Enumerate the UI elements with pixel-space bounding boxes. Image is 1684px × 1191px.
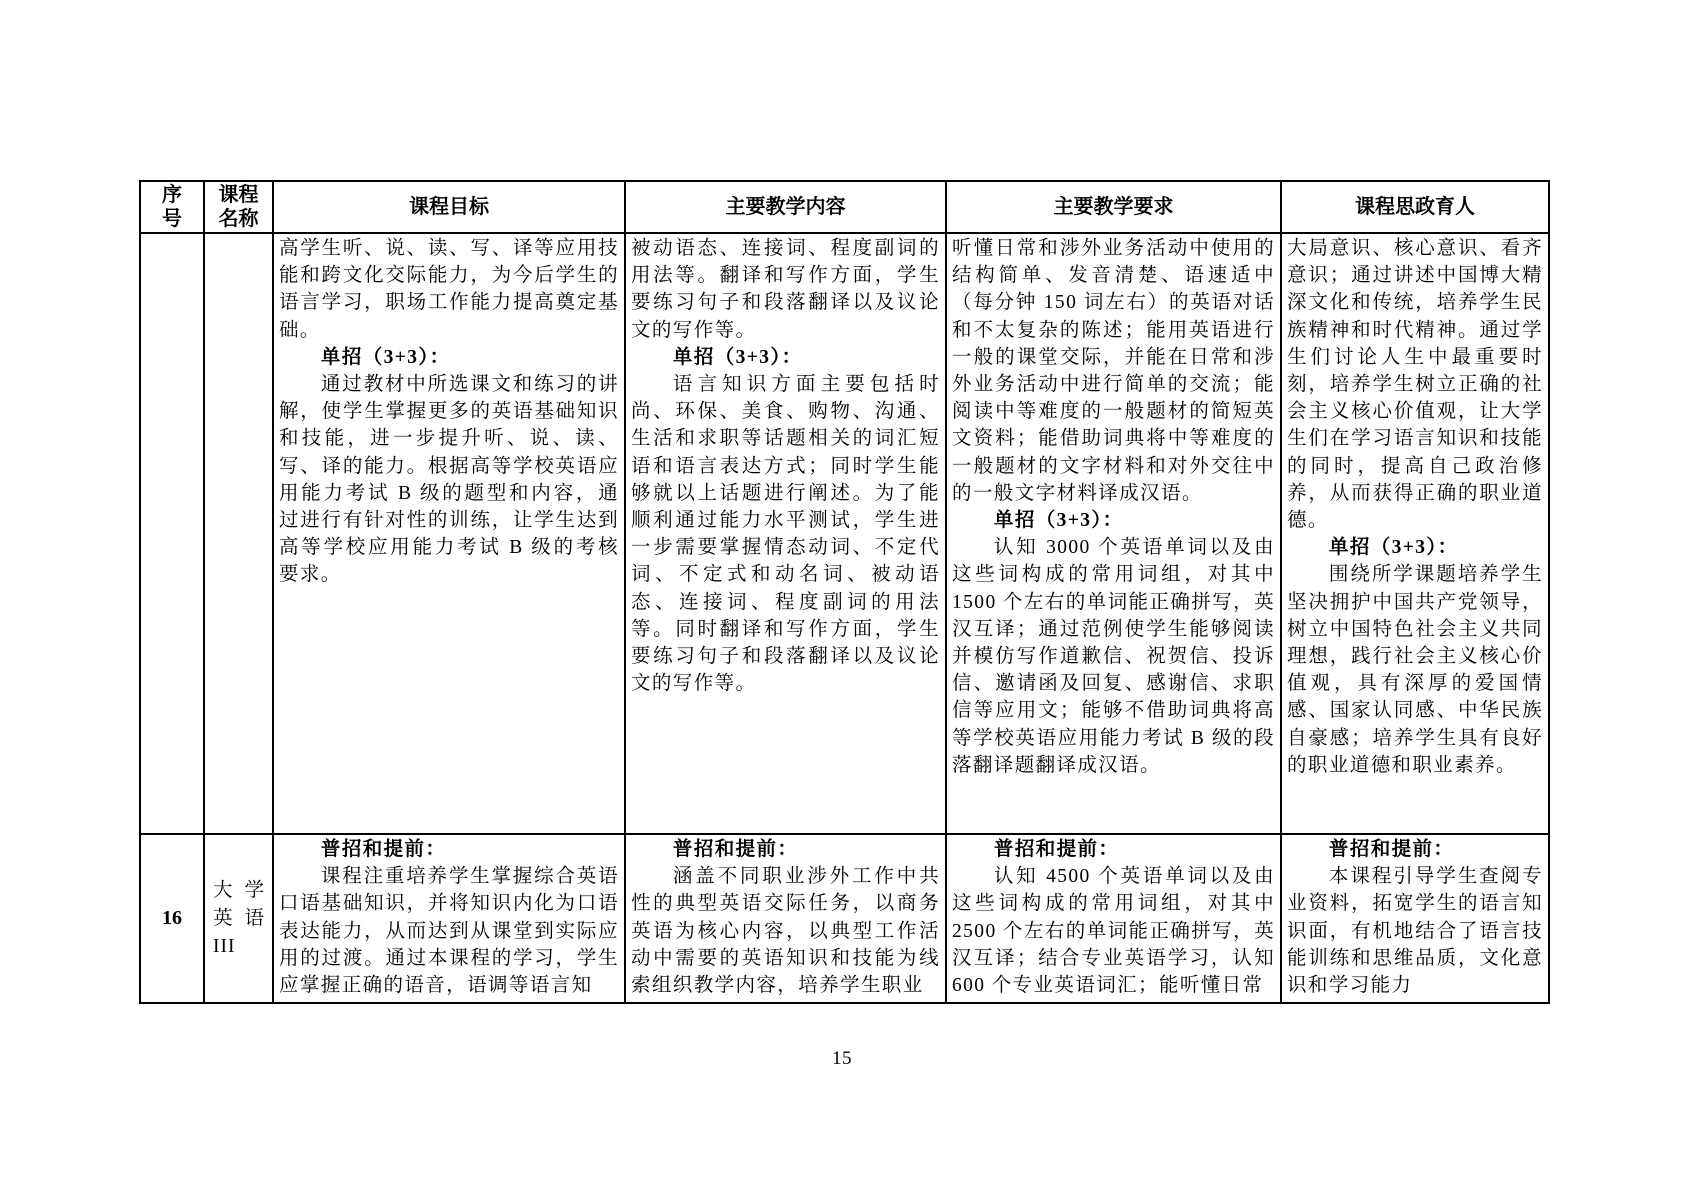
seq-number: 16 bbox=[162, 907, 182, 929]
content-subhead: 普招和提前： bbox=[672, 839, 799, 860]
course-name-line2: 英语 bbox=[213, 907, 264, 929]
cell-course-name-empty bbox=[204, 233, 273, 834]
ideology-paragraph: 大局意识、核心意识、看齐意识；通过讲述中国博大精深文化和传统，培养学生民族精神和时代精神。通过学生们讨论人生中最重要时刻，培养学生树立正确的社会主义核心价值观，让大学生们在学习语言知识和技能的同时，提高自己政治修养，从而获得正确的职业道德。 bbox=[1287, 238, 1543, 532]
content-subhead: 单招（3+3）： bbox=[672, 346, 803, 368]
content-paragraph: 涵盖不同职业涉外工作中共性的典型英语交际任务，以商务英语为核心内容，以典型工作活动中需要的英语知识和技能为线索组织教学内容，培养学生职业 bbox=[631, 866, 940, 997]
header-content: 主要教学内容 bbox=[625, 181, 946, 233]
table-header-row bbox=[140, 181, 1549, 233]
cell-requirements bbox=[946, 834, 1281, 1003]
content-paragraph: 语言知识方面主要包括时尚、环保、美食、购物、沟通、生活和求职等话题相关的词汇短语和语言表达方式；同时学生能够就以上话题进行阐述。为了能顺利通过能力水平测试，学生进一步需要掌握情态动词、不定代词、不定式和动名词、被动语态、连接词、程度副词的用法等。同时翻译和写作方面，学生要练习句子和段落翻译以及议论文的写作等。 bbox=[631, 374, 940, 695]
header-course-name-line1: 课程 bbox=[218, 184, 259, 206]
ideology-subhead: 单招（3+3）： bbox=[1328, 537, 1459, 559]
requirements-subhead: 单招（3+3）： bbox=[993, 510, 1124, 532]
table-row-16 bbox=[140, 834, 1549, 1003]
objectives-paragraph: 课程注重培养学生掌握综合英语口语基础知识，并将知识内化为口语表达能力，从而达到从课堂到实际应用的过渡。通过本课程的学习，学生应掌握正确的语音，语调等语言知 bbox=[279, 866, 619, 997]
cell-content bbox=[625, 233, 946, 834]
objectives-paragraph: 通过教材中所选课文和练习的讲解，使学生掌握更多的英语基础知识和技能，进一步提升听、说、读、写、译的能力。根据高等学校英语应用能力考试 B 级的题型和内容，通过进行有针对性的训练，让学生达到高等学校应用能力考试 B 级的考核要求。 bbox=[279, 374, 619, 586]
cell-ideology bbox=[1281, 233, 1549, 834]
course-name-line1: 大学 bbox=[213, 879, 264, 901]
header-ideology: 课程思政育人 bbox=[1281, 181, 1549, 233]
header-seq-line1: 序 bbox=[162, 184, 182, 206]
curriculum-table bbox=[139, 180, 1550, 1004]
requirements-paragraph: 认知 3000 个英语单词以及由这些词构成的常用词组，对其中 1500 个左右的单词能正确拼写，英汉互译；通过范例使学生能够阅读并模仿写作道歉信、祝贺信、投诉信、邀请函及回复、感谢信、求职信等应用文；能够不借助词典将高等学校英语应用能力考试 B 级的段落翻译题翻译成汉语。 bbox=[952, 537, 1275, 776]
course-name-line3: III bbox=[213, 935, 236, 957]
header-requirements: 主要教学要求 bbox=[946, 181, 1281, 233]
requirements-paragraph: 认知 4500 个英语单词以及由这些词构成的常用词组，对其中 2500 个左右的单词能正确拼写，英汉互译；结合专业英语学习，认知 600 个专业英语词汇；能听懂日常 bbox=[952, 866, 1275, 997]
content-paragraph: 被动语态、连接词、程度副词的用法等。翻译和写作方面，学生要练习句子和段落翻译以及议论文的写作等。 bbox=[631, 238, 940, 341]
cell-requirements bbox=[946, 233, 1281, 834]
header-course-name bbox=[204, 181, 273, 233]
cell-objectives bbox=[273, 834, 625, 1003]
cell-course-name-16 bbox=[204, 834, 273, 1003]
objectives-subhead: 单招（3+3）： bbox=[320, 346, 451, 368]
cell-objectives bbox=[273, 233, 625, 834]
ideology-subhead: 普招和提前： bbox=[1328, 839, 1455, 860]
header-seq-line2: 号 bbox=[162, 208, 182, 230]
requirements-paragraph: 听懂日常和涉外业务活动中使用的结构简单、发音清楚、语速适中（每分钟 150 词左右）的英语对话和不太复杂的陈述；能用英语进行一般的课堂交际，并能在日常和涉外业务活动中进行简单的交流；能阅读中等难度的一般题材的简短英文资料；能借助词典将中等难度的一般题材的文字材料和对外交往中的一般文字材料译成汉语。 bbox=[952, 238, 1275, 504]
ideology-paragraph: 围绕所学课题培养学生坚决拥护中国共产党领导，树立中国特色社会主义共同理想，践行社会主义核心价值观，具有深厚的爱国情感、国家认同感、中华民族自豪感；培养学生具有良好的职业道德和职业素养。 bbox=[1287, 564, 1543, 776]
header-seq bbox=[140, 181, 204, 233]
objectives-paragraph: 高学生听、说、读、写、译等应用技能和跨文化交际能力，为今后学生的语言学习，职场工作能力提高奠定基础。 bbox=[279, 238, 619, 341]
cell-seq-empty bbox=[140, 233, 204, 834]
cell-ideology bbox=[1281, 834, 1549, 1003]
header-objectives: 课程目标 bbox=[273, 181, 625, 233]
cell-content bbox=[625, 834, 946, 1003]
table-row-continuation bbox=[140, 233, 1549, 834]
cell-seq-16 bbox=[140, 834, 204, 1003]
page-number: 15 bbox=[832, 1048, 852, 1069]
objectives-subhead: 普招和提前： bbox=[320, 839, 447, 860]
ideology-paragraph: 本课程引导学生查阅专业资料，拓宽学生的语言知识面，有机地结合了语言技能训练和思维品质，文化意识和学习能力 bbox=[1287, 866, 1543, 997]
requirements-subhead: 普招和提前： bbox=[993, 839, 1120, 860]
header-course-name-line2: 名称 bbox=[218, 208, 259, 230]
